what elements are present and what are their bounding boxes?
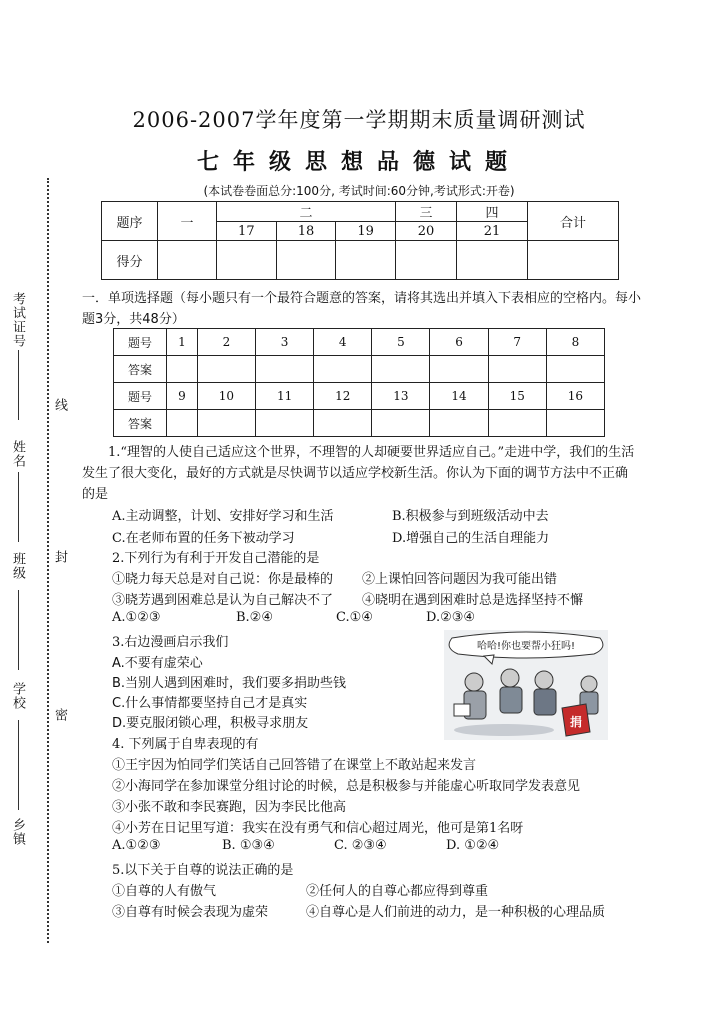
- score-header-cell: 合计: [528, 202, 619, 241]
- seal-mark: 封: [52, 550, 67, 564]
- answer-number: 16: [546, 383, 604, 410]
- exam-title: 2006-2007学年度第一学期期末质量调研测试: [132, 108, 586, 132]
- score-table: [101, 201, 619, 280]
- score-cell[interactable]: [528, 241, 619, 280]
- answer-cell[interactable]: [546, 356, 604, 383]
- answer-cell[interactable]: [372, 356, 430, 383]
- answer-table: [113, 328, 605, 437]
- score-cell[interactable]: [336, 241, 396, 280]
- q2-option-b: B.②④: [236, 610, 273, 625]
- q5-statement-3: ③自尊有时候会表现为虚荣: [112, 905, 269, 920]
- q3-option-c: C.什么事情都要坚持自己才是真实: [112, 696, 308, 711]
- answer-number: 4: [314, 329, 372, 356]
- answer-cell[interactable]: [256, 410, 314, 437]
- q4-statement-3: ③小张不敢和李民赛跑，因为李民比他高: [112, 800, 347, 815]
- score-header-cell: 三: [396, 202, 457, 222]
- q2-option-a: A.①②③: [112, 610, 161, 625]
- q2-statement-3: ③晓芳遇到困难总是认为自己解决不了: [112, 593, 334, 608]
- answer-cell[interactable]: [167, 410, 198, 437]
- answer-number: 14: [430, 383, 488, 410]
- binding-dotted-line: [47, 178, 49, 943]
- q2-statement-2: ②上课怕回答问题因为我可能出错: [362, 572, 558, 587]
- answer-number: 6: [430, 329, 488, 356]
- answer-number: 11: [256, 383, 314, 410]
- score-subheader-cell: 18: [276, 222, 336, 241]
- score-cell[interactable]: [396, 241, 457, 280]
- q4-statement-4: ④小芳在日记里写道：我实在没有勇气和信心超过周光，他可是第1名呀: [112, 821, 524, 836]
- score-subheader-cell: 19: [336, 222, 396, 241]
- q4-statement-2: ②小海同学在参加课堂分组讨论的时候，总是积极参与并能虚心听取同学发表意见: [112, 779, 581, 794]
- exam-no-label: 考试证号: [10, 292, 25, 348]
- score-cell[interactable]: [276, 241, 336, 280]
- q4-statement-1: ①王宇因为怕同学们笑话自己回答错了在课堂上不敢站起来发言: [112, 758, 477, 773]
- q4-option-a: A.①②③: [112, 838, 161, 853]
- answer-cell[interactable]: [430, 410, 488, 437]
- secret-mark: 密: [52, 708, 67, 722]
- q1-option-b: B.积极参与到班级活动中去: [392, 509, 549, 524]
- answer-row-label: 答案: [114, 410, 167, 437]
- answer-cell[interactable]: [488, 410, 546, 437]
- answer-row-label: 题号: [114, 383, 167, 410]
- answer-number: 9: [167, 383, 198, 410]
- answer-cell[interactable]: [197, 356, 255, 383]
- answer-cell[interactable]: [546, 410, 604, 437]
- cartoon-speech-text: 哈哈!你也要帮小狂吗!: [476, 641, 576, 652]
- town-label: 乡镇: [10, 818, 25, 846]
- answer-row-label: 题号: [114, 329, 167, 356]
- q2-statement-4: ④晓明在遇到困难时总是选择坚持不懈: [362, 593, 584, 608]
- answer-cell[interactable]: [256, 356, 314, 383]
- answer-number: 3: [256, 329, 314, 356]
- q3-option-a: A.不要有虚荣心: [112, 656, 203, 671]
- q1-option-c: C.在老师布置的任务下被动学习: [112, 531, 295, 546]
- q1-stem: 1.“理智的人使自己适应这个世界，不理智的人却硬要世界适应自己。”走进中学，我们的生活发生了很大变化，最好的方式就是尽快调节以适应学校新生活。你认为下面的调节方法中不正确的是: [82, 445, 635, 502]
- answer-row-label: 答案: [114, 356, 167, 383]
- name-rule: [18, 472, 19, 542]
- q3-cartoon-image: [444, 630, 608, 740]
- q2-statement-1: ①晓力每天总是对自己说：你是最棒的: [112, 572, 334, 587]
- q1-option-d: D.增强自己的生活自理能力: [392, 531, 550, 546]
- answer-number: 7: [488, 329, 546, 356]
- score-header-cell: 二: [217, 202, 396, 222]
- score-cell[interactable]: [457, 241, 528, 280]
- answer-cell[interactable]: [488, 356, 546, 383]
- score-cell[interactable]: [158, 241, 217, 280]
- answer-number: 2: [197, 329, 255, 356]
- q5-statement-2: ②任何人的自尊心都应得到尊重: [306, 884, 489, 899]
- answer-cell[interactable]: [372, 410, 430, 437]
- answer-number: 10: [197, 383, 255, 410]
- q4-option-b: B. ①③④: [222, 838, 275, 853]
- answer-cell[interactable]: [314, 410, 372, 437]
- answer-cell[interactable]: [430, 356, 488, 383]
- answer-cell[interactable]: [197, 410, 255, 437]
- answer-number: 12: [314, 383, 372, 410]
- school-rule: [18, 720, 19, 810]
- score-row-label: 得分: [102, 241, 158, 280]
- q5-stem: 5.以下关于自尊的说法正确的是: [112, 863, 294, 878]
- q3-option-b: B.当别人遇到困难时，我们要多捐助些钱: [112, 676, 347, 691]
- q4-stem: 4. 下列属于自卑表现的有: [112, 737, 259, 752]
- school-label: 学校: [10, 682, 25, 710]
- class-rule: [18, 590, 19, 670]
- exam-no-rule: [18, 350, 19, 420]
- answer-cell[interactable]: [314, 356, 372, 383]
- q5-statement-1: ①自尊的人有傲气: [112, 884, 217, 899]
- answer-number: 8: [546, 329, 604, 356]
- answer-number: 1: [167, 329, 198, 356]
- q5-statement-4: ④自尊心是人们前进的动力，是一种积极的心理品质: [306, 905, 606, 920]
- class-label: 班级: [10, 552, 25, 580]
- cartoon-drawing: [444, 630, 608, 740]
- answer-number: 5: [372, 329, 430, 356]
- section1-heading: 一．单项选择题（每小题只有一个最符合题意的答案，请将其选出并填入下表相应的空格内。每小题3分，共48分）: [82, 291, 642, 327]
- score-header-cell: 题序: [102, 202, 158, 241]
- q1-option-a: A.主动调整，计划、安排好学习和生活: [112, 509, 334, 524]
- score-header-cell: 四: [457, 202, 528, 222]
- score-subheader-cell: 17: [217, 222, 277, 241]
- exam-subtitle: 七年级思想品德试题: [196, 149, 521, 175]
- donation-box-label: 捐: [569, 715, 583, 729]
- q4-option-c: C. ②③④: [334, 838, 387, 853]
- q2-option-c: C.①④: [336, 610, 373, 625]
- line-mark: 线: [52, 398, 67, 412]
- name-label: 姓名: [10, 440, 25, 468]
- answer-number: 13: [372, 383, 430, 410]
- q4-option-d: D. ①②④: [446, 838, 500, 853]
- answer-cell[interactable]: [167, 356, 198, 383]
- q2-stem: 2.下列行为有利于开发自己潜能的是: [112, 551, 320, 566]
- q3-stem: 3.右边漫画启示我们: [112, 635, 229, 650]
- score-cell[interactable]: [217, 241, 277, 280]
- answer-number: 15: [488, 383, 546, 410]
- score-header-cell: 一: [158, 202, 217, 241]
- exam-info: (本试卷卷面总分:100分, 考试时间:60分钟,考试形式:开卷): [203, 184, 515, 198]
- score-subheader-cell: 21: [457, 222, 528, 241]
- q2-option-d: D.②③④: [426, 610, 476, 625]
- q3-option-d: D.要克服闭锁心理，积极寻求朋友: [112, 716, 309, 731]
- score-subheader-cell: 20: [396, 222, 457, 241]
